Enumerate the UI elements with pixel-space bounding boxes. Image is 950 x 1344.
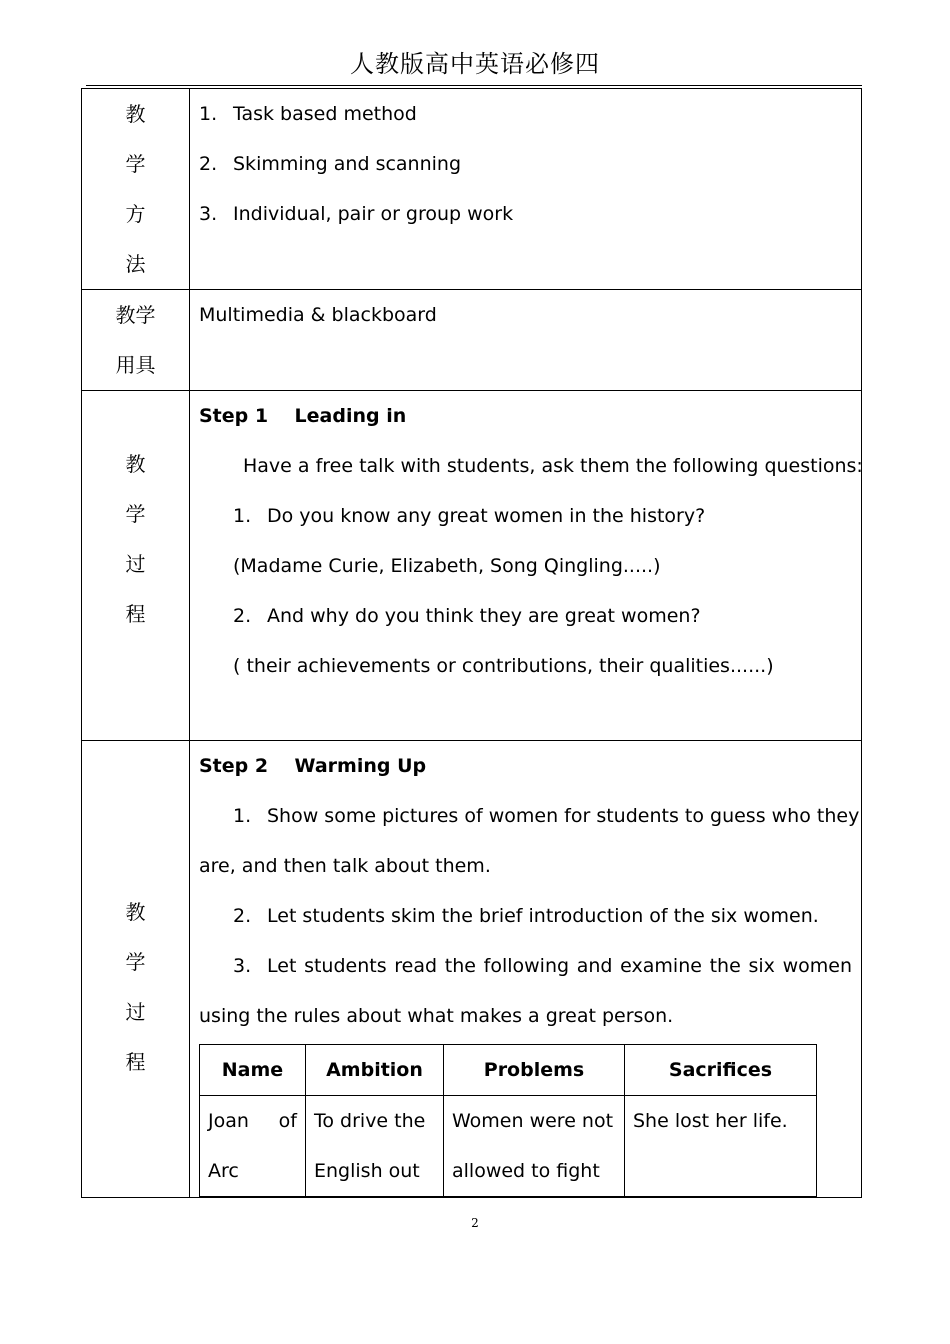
problems-cell: [444, 1096, 625, 1197]
table-header-row: [200, 1045, 817, 1096]
question-item: [199, 591, 852, 641]
list-text-continued: are, and then talk about them.: [199, 855, 491, 877]
label-char: 程: [125, 1050, 146, 1074]
label-char: 教: [125, 900, 146, 924]
women-table: [199, 1044, 817, 1197]
list-item: [199, 791, 860, 841]
cell-line: allowed to fight: [452, 1160, 600, 1182]
step2-content: [190, 741, 862, 1198]
methods-row: [82, 89, 862, 290]
list-number: 1.: [233, 805, 252, 827]
list-text: Show some pictures of women for students to guess who they: [267, 805, 860, 827]
list-number: 2.: [233, 905, 252, 927]
step-heading: Step 2 Warming Up: [199, 755, 427, 777]
page-number: 2: [471, 1216, 479, 1230]
cell-line: To drive the: [314, 1110, 426, 1132]
cell-line: Women were not: [452, 1110, 614, 1132]
list-text: Task based method: [233, 103, 417, 125]
label-char: 程: [125, 602, 146, 626]
column-header: Sacrifices: [625, 1045, 817, 1096]
methods-content: [190, 89, 862, 290]
label-line: 教学: [115, 303, 156, 327]
list-text: Let students read the following and examine the six women: [267, 955, 852, 977]
tools-label: [82, 290, 190, 391]
sacrifices-cell: [625, 1096, 817, 1197]
step1-content: [190, 391, 862, 741]
label-char: 学: [125, 502, 146, 526]
methods-label: [82, 89, 190, 290]
label-char: 教: [125, 452, 146, 476]
column-header: Name: [200, 1045, 306, 1096]
tools-row: [82, 290, 862, 391]
question-text: Do you know any great women in the history?: [267, 505, 706, 527]
column-header: Ambition: [306, 1045, 444, 1096]
list-item: [199, 189, 852, 239]
name-cell: [200, 1096, 306, 1197]
label-char: 学: [125, 950, 146, 974]
list-item: [199, 891, 852, 941]
ambition-cell: [306, 1096, 444, 1197]
intro-text: Have a free talk with students, ask them the following questions:: [243, 455, 863, 477]
question-text: And why do you think they are great women?: [267, 605, 701, 627]
answer-text: (Madame Curie, Elizabeth, Song Qingling.....): [233, 555, 661, 577]
lesson-plan-table: [81, 88, 862, 1198]
process-step1-row: [82, 391, 862, 741]
list-number: 1.: [199, 103, 218, 125]
tools-text: Multimedia & blackboard: [199, 304, 437, 326]
label-line: 用具: [115, 353, 156, 377]
header-rule: [86, 85, 862, 86]
name-word: Arc: [208, 1160, 239, 1182]
page-header: 人教版高中英语必修四: [350, 50, 600, 78]
label-char: 学: [125, 152, 146, 176]
label-char: 过: [125, 1000, 146, 1024]
list-number: 2.: [199, 153, 218, 175]
list-item: [199, 89, 852, 139]
list-number: 3.: [199, 203, 218, 225]
list-item: [199, 139, 852, 189]
answer-text: ( their achievements or contributions, their qualities......): [233, 655, 774, 677]
list-number: 3.: [233, 955, 252, 977]
process-label: [82, 391, 190, 741]
name-word: Joan: [208, 1110, 249, 1132]
table-row: [200, 1096, 817, 1197]
list-text-continued: using the rules about what makes a great person.: [199, 1005, 674, 1027]
column-header: Problems: [444, 1045, 625, 1096]
label-char: 过: [125, 552, 146, 576]
list-number: 1.: [233, 505, 252, 527]
list-number: 2.: [233, 605, 252, 627]
process-step2-row: [82, 741, 862, 1198]
list-item: [199, 941, 852, 991]
cell-line: She lost her life.: [633, 1110, 788, 1132]
list-text: Individual, pair or group work: [233, 203, 514, 225]
label-char: 法: [125, 252, 146, 276]
cell-line: English out: [314, 1160, 420, 1182]
label-char: 方: [125, 202, 146, 226]
question-item: [199, 491, 852, 541]
step-heading: Step 1 Leading in: [199, 405, 407, 427]
list-text: Skimming and scanning: [233, 153, 462, 175]
tools-content: [190, 290, 862, 391]
name-word: of: [278, 1110, 297, 1132]
process-label: [82, 741, 190, 1198]
list-text: Let students skim the brief introduction of the six women.: [267, 905, 819, 927]
label-char: 教: [125, 102, 146, 126]
